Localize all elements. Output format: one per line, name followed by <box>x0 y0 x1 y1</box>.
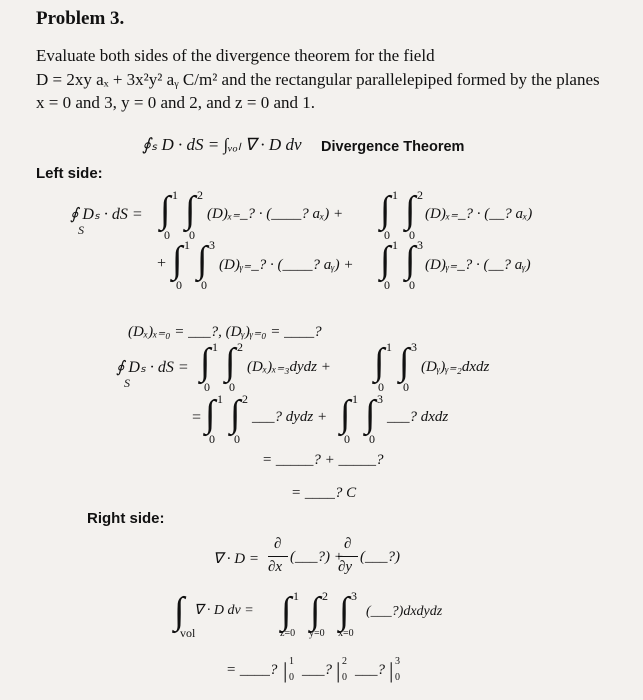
integral-sign: ∫ <box>281 590 292 632</box>
upper-limit: 2 <box>197 188 203 202</box>
upper-limit: 3 <box>417 238 423 252</box>
term-x3: (Dₓ)ₓ₌₃dydz + <box>247 359 331 375</box>
volume-integrand: (___?)dxdydz <box>366 604 443 619</box>
fraction-bar <box>338 556 358 557</box>
integral-sign: ∫ <box>405 239 416 281</box>
evaluation-bar: | <box>389 658 394 683</box>
integral-sign: ∫ <box>172 239 183 281</box>
upper-limit: 3 <box>411 340 417 354</box>
upper-limit: 1 <box>184 238 190 252</box>
left-side-heading: Left side: <box>36 165 103 182</box>
upper-limit-x: 3 <box>351 589 357 603</box>
upper-limit: 1 <box>392 238 398 252</box>
term-dxdz: ___? dxdz <box>387 409 449 425</box>
lower-limit: 0 <box>409 278 415 292</box>
lower-limit-x: x=0 <box>338 628 354 639</box>
final-eval-2: ___? <box>302 662 332 678</box>
div-term-x: (___?) + <box>290 549 344 565</box>
integral-sign: ∫ <box>399 341 410 383</box>
statement-line-2: D = 2xy aₓ + 3x²y² aᵧ C/m² and the rectangular parallelepiped formed by the planes <box>36 70 600 89</box>
integral-sign: ∫ <box>405 189 416 231</box>
theorem-formula: ∮ₛ D · dS = ∫ᵥₒₗ ∇ · D dv <box>142 135 302 154</box>
integral-sign: ∫ <box>365 393 376 435</box>
upper-limit: 3 <box>377 392 383 406</box>
integral-sign: ∫ <box>310 590 321 632</box>
upper-limit: 1 <box>212 340 218 354</box>
upper-limit: 1 <box>386 340 392 354</box>
integral-sign: ∫ <box>230 393 241 435</box>
right-side-heading: Right side: <box>87 510 165 527</box>
lower-limit-z: z=0 <box>280 628 296 639</box>
lower-limit: 0 <box>384 278 390 292</box>
statement-line-1: Evaluate both sides of the divergence theorem for the field <box>36 46 435 65</box>
upper-limit: 1 <box>392 188 398 202</box>
lower-limit: 0 <box>234 432 240 446</box>
upper-limit: 1 <box>172 188 178 202</box>
evaluation-bar: | <box>283 658 288 683</box>
divergence-lhs: ∇ · D = <box>213 551 259 567</box>
final-eval-1: = ____? <box>226 662 278 678</box>
lower-limit: 0 <box>229 380 235 394</box>
term-x-face-2: (D)ₓ₌_? · (__? aₓ) <box>425 206 533 222</box>
lower-limit: 0 <box>344 432 350 446</box>
lower-limit: 0 <box>409 228 415 242</box>
surface-subscript: S <box>124 376 130 390</box>
upper-limit: 1 <box>217 392 223 406</box>
eval-lower: 0 <box>395 672 400 683</box>
lower-limit: 0 <box>209 432 215 446</box>
integral-sign: ∫ <box>185 189 196 231</box>
div-term-y: (___?) <box>360 549 400 565</box>
term-x-face-1: (D)ₓ₌_? · (____? aₓ) + <box>207 206 344 222</box>
term-y-face-2: (D)ᵧ₌_? · (__? aᵧ) <box>425 257 531 273</box>
integral-sign: ∫ <box>205 393 216 435</box>
statement-line-3: x = 0 and 3, y = 0 and 2, and z = 0 and 1. <box>36 93 315 112</box>
eval-lower: 0 <box>289 672 294 683</box>
lower-limit: 0 <box>204 380 210 394</box>
integral-sign: ∫ <box>380 239 391 281</box>
face-values-line: (Dₓ)ₓ₌₀ = ___?, (Dᵧ)ᵧ₌₀ = ____? <box>128 324 322 340</box>
term-dydz: ___? dydz + <box>252 409 328 425</box>
upper-limit: 2 <box>242 392 248 406</box>
eval-lower: 0 <box>342 672 347 683</box>
integral-sign: ∫ <box>200 341 211 383</box>
lower-limit: 0 <box>176 278 182 292</box>
lower-limit: 0 <box>384 228 390 242</box>
closed-surface-integral-lhs: ∮ Dₛ · dS = <box>70 206 143 223</box>
integral-sign: ∫ <box>225 341 236 383</box>
integral-sign: ∫ <box>374 341 385 383</box>
upper-limit-z: 1 <box>293 589 299 603</box>
partial-denominator-x: ∂x <box>268 559 283 575</box>
sum-line: = _____? + _____? <box>262 452 384 468</box>
theorem-label: Divergence Theorem <box>321 139 465 155</box>
volume-subscript: vol <box>180 626 196 640</box>
lower-limit: 0 <box>201 278 207 292</box>
integral-sign: ∫ <box>197 239 208 281</box>
integral-sign: ∫ <box>339 590 350 632</box>
lower-limit: 0 <box>378 380 384 394</box>
upper-limit: 1 <box>352 392 358 406</box>
lower-limit: 0 <box>164 228 170 242</box>
total-flux-line: = ____? C <box>291 485 357 501</box>
integral-sign: ∫ <box>340 393 351 435</box>
upper-limit-y: 2 <box>322 589 328 603</box>
partial-denominator-y: ∂y <box>338 559 353 575</box>
lower-limit: 0 <box>189 228 195 242</box>
eval-upper: 3 <box>395 656 400 667</box>
integral-sign: ∫ <box>380 189 391 231</box>
lower-limit: 0 <box>403 380 409 394</box>
evaluation-bar: | <box>336 658 341 683</box>
volume-integral-lhs: ∇ · D dv = <box>194 603 254 618</box>
upper-limit: 3 <box>209 238 215 252</box>
upper-limit: 2 <box>237 340 243 354</box>
problem-title: Problem 3. <box>36 8 125 29</box>
eval-upper: 2 <box>342 656 347 667</box>
partial-numerator-x: ∂ <box>274 536 282 552</box>
closed-surface-integral-lhs-2: ∮ Dₛ · dS = <box>116 359 189 376</box>
partial-numerator-y: ∂ <box>344 536 352 552</box>
plus-sign: + <box>156 255 167 272</box>
lower-limit-y: y=0 <box>309 628 325 639</box>
term-y2: (Dᵧ)ᵧ₌₂dxdz <box>421 359 490 375</box>
lower-limit: 0 <box>369 432 375 446</box>
equals-sign: = <box>191 409 202 426</box>
term-y-face-1: (D)ᵧ₌_? · (____? aᵧ) + <box>219 257 354 273</box>
final-eval-3: ___? <box>355 662 385 678</box>
integral-sign: ∫ <box>174 590 185 632</box>
integral-sign: ∫ <box>160 189 171 231</box>
fraction-bar <box>268 556 288 557</box>
surface-subscript: S <box>78 223 84 237</box>
eval-upper: 1 <box>289 656 294 667</box>
upper-limit: 2 <box>417 188 423 202</box>
